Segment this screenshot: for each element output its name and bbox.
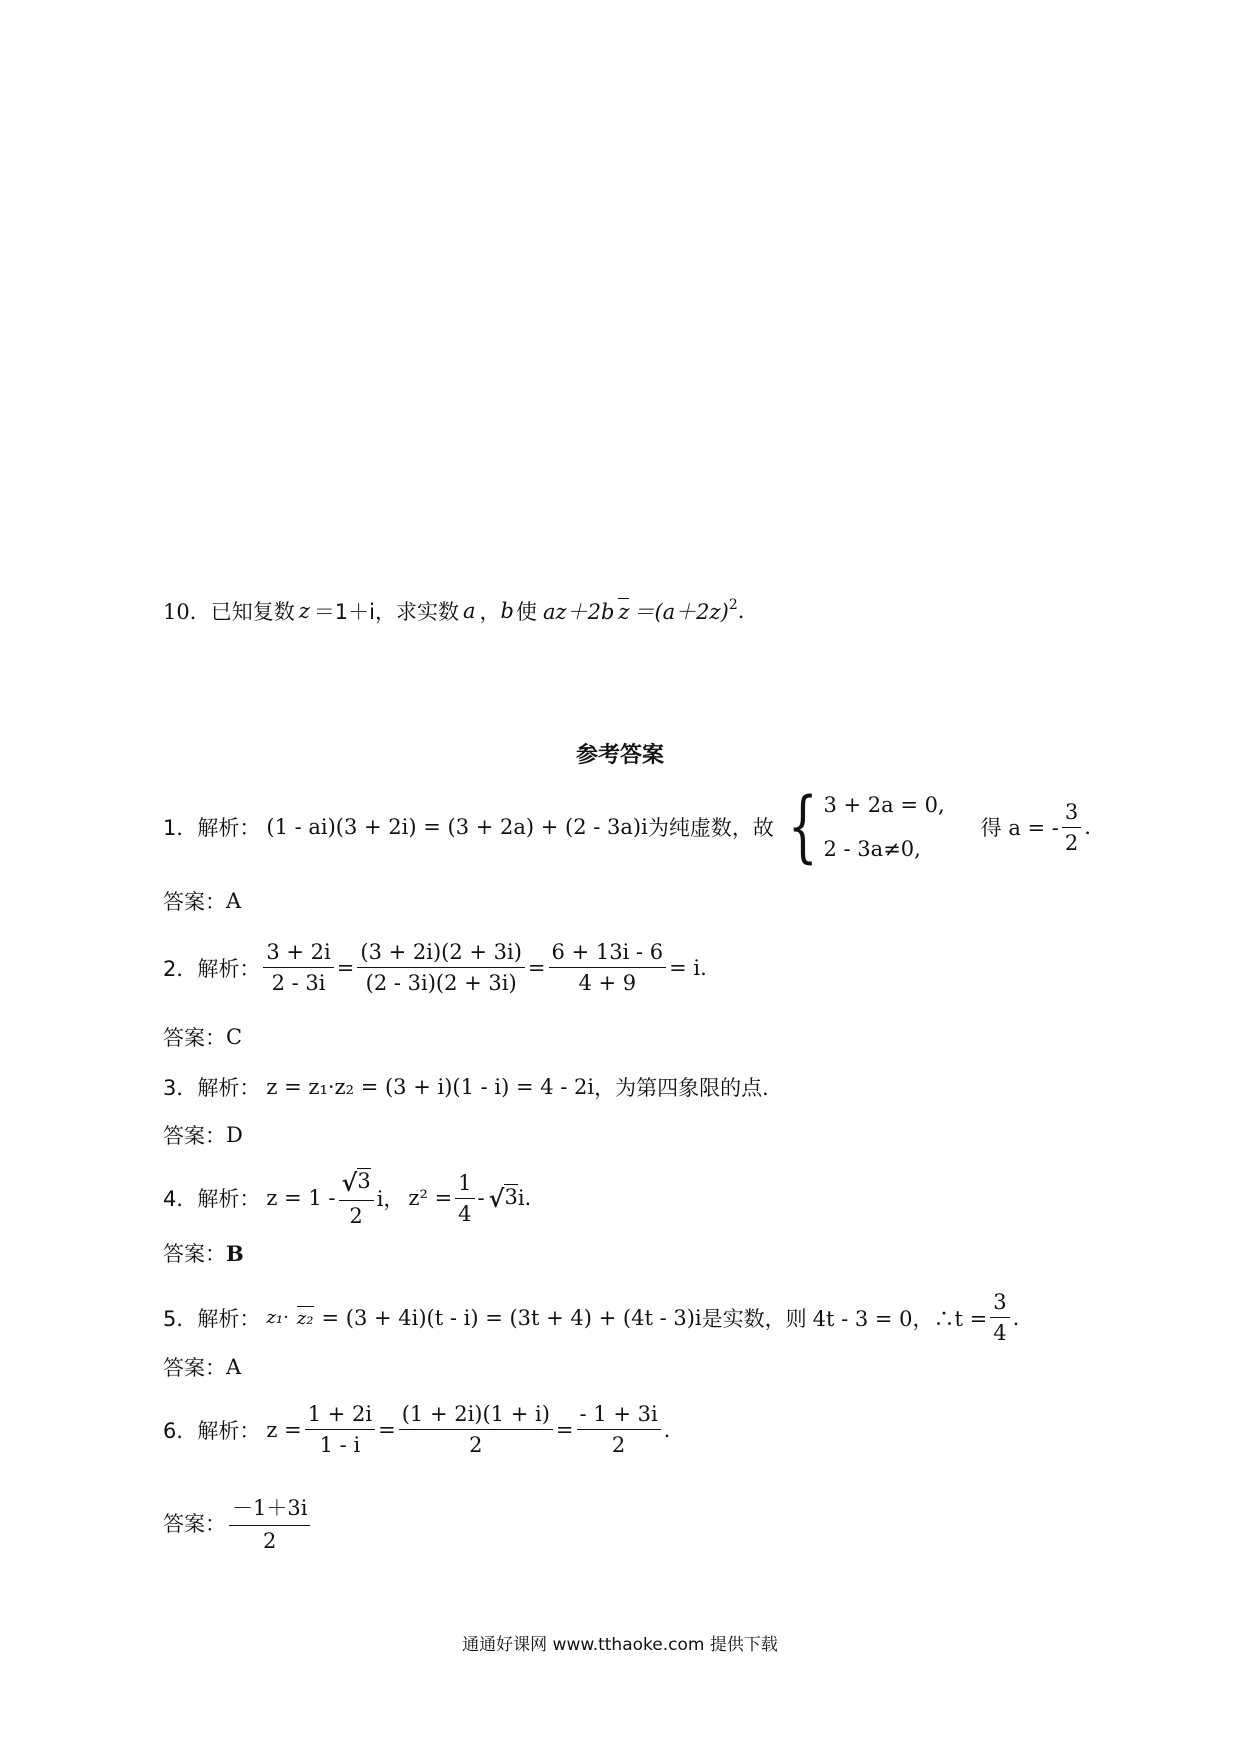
conjugate-z: z <box>618 600 630 624</box>
problem-number: 10． <box>163 600 211 624</box>
problem-10: 10． 已知复数 z ＝1＋i，求实数 a ， b 使 az＋2b z ＝(a＋2z) $^2$ . <box>163 597 745 624</box>
solution-2: 2．解析： $\frac{3 + 2i}{2 - 3i}$ = $\frac{(3 + 2i)(2 + 3i)}{(2 - 3i)(2 + 3i)}$ = $\frac{6 + 13i - 6}{4 + 9}$ = i. <box>163 940 707 995</box>
equation-system: { 3 + 2a = 0, 2 - 3a≠0, <box>787 782 945 872</box>
solution-4: 4．解析： z = 1 - √ 3 2 i， z² = $\frac{1}{4}$ - √ 3 i. <box>163 1168 532 1228</box>
answers-heading: 参考答案 <box>575 743 664 768</box>
solution-3: 3．解析： z = z₁·z₂ = (3 + i)(1 - i) = 4 - 2i ，为第四象限的点． <box>163 1075 784 1100</box>
answer-3: 答案： D <box>163 1123 243 1148</box>
fraction: $\frac{3}{2}$ <box>1062 800 1081 855</box>
answer-4: 答案： B <box>163 1240 244 1266</box>
solution-6: 6．解析： z = $\frac{1 + 2i}{1 - i}$ = $\frac{(1 + 2i)(1 + i)}{2}$ = $\frac{- 1 + 3i}{2}$ . <box>163 1402 671 1457</box>
solution-5: 5．解析： z₁· z₂ = (3 + 4i)(t - i) = (3t + 4) + (4t - 3)i 是实数，则 4t - 3 = 0，∴t = $\frac{3}{4}$ . <box>163 1290 1020 1345</box>
answer-1: 答案： A <box>163 889 242 914</box>
answer-6: 答案： $\frac{-1+3i}{2}$ <box>163 1492 313 1553</box>
answer-5: 答案： A <box>163 1355 242 1380</box>
page-footer: 通通好课网 www.tthaoke.com 提供下载 <box>462 1635 778 1655</box>
answer-2: 答案： C <box>163 1025 243 1050</box>
solution-1: 1．解析： (1 - ai)(3 + 2i) = (3 + 2a) + (2 - 3a)i 为纯虚数，故 { 3 + 2a = 0, 2 - 3a≠0, 得 a = - $\frac{3}{2}$ . <box>163 782 1091 872</box>
